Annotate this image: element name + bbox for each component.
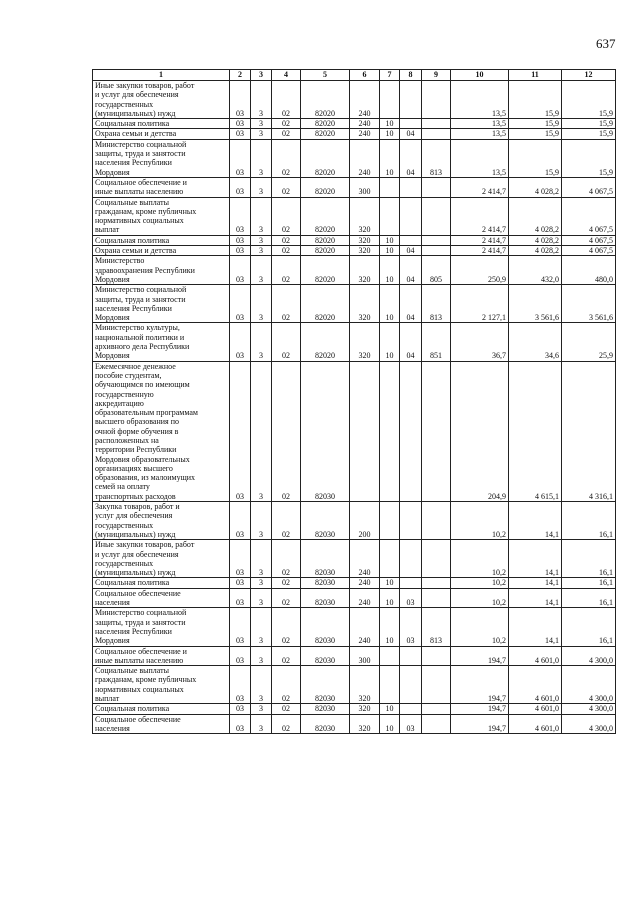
amount-cell: 15,9 xyxy=(509,139,562,177)
row-name-cell: Социальное обеспечение и иные выплаты населению xyxy=(93,646,230,666)
amount-cell: 204,9 xyxy=(451,361,509,501)
code-cell xyxy=(422,540,451,578)
amount-cell: 2 414,7 xyxy=(451,177,509,197)
code-cell: 240 xyxy=(350,588,380,608)
code-cell: 82020 xyxy=(301,139,350,177)
amount-cell: 15,9 xyxy=(562,119,616,129)
column-header: 8 xyxy=(400,70,422,81)
table-row xyxy=(93,323,616,361)
code-cell: 82030 xyxy=(301,361,350,501)
code-cell: 82020 xyxy=(301,177,350,197)
row-name-cell: Социальное обеспечение населения xyxy=(93,588,230,608)
code-cell: 03 xyxy=(230,540,251,578)
column-header: 5 xyxy=(301,70,350,81)
code-cell: 82020 xyxy=(301,119,350,129)
amount-cell: 2 414,7 xyxy=(451,197,509,235)
code-cell: 03 xyxy=(230,246,251,256)
code-cell: 02 xyxy=(272,588,301,608)
amount-cell: 4 300,0 xyxy=(562,646,616,666)
code-cell: 3 xyxy=(251,588,272,608)
code-cell: 82030 xyxy=(301,588,350,608)
code-cell: 03 xyxy=(230,666,251,704)
code-cell xyxy=(400,235,422,245)
table-row xyxy=(93,714,616,734)
page-number: 637 xyxy=(596,36,616,51)
code-cell: 320 xyxy=(350,256,380,285)
code-cell: 02 xyxy=(272,502,301,540)
amount-cell: 3 561,6 xyxy=(509,285,562,323)
table-row xyxy=(93,285,616,323)
code-cell: 03 xyxy=(230,588,251,608)
column-header: 12 xyxy=(562,70,616,81)
amount-cell: 13,5 xyxy=(451,129,509,139)
code-cell: 82020 xyxy=(301,256,350,285)
amount-cell: 10,2 xyxy=(451,502,509,540)
code-cell xyxy=(380,540,400,578)
row-name-cell: Иные закупки товаров, работ и услуг для обеспечения государственных (муниципальных) нужд xyxy=(93,540,230,578)
table-row xyxy=(93,81,616,119)
amount-cell: 25,9 xyxy=(562,323,616,361)
amount-cell: 4 316,1 xyxy=(562,361,616,501)
row-name-cell: Социальная политика xyxy=(93,235,230,245)
code-cell: 3 xyxy=(251,177,272,197)
code-cell: 320 xyxy=(350,714,380,734)
row-name-cell: Социальная политика xyxy=(93,704,230,714)
table-body xyxy=(93,81,616,734)
code-cell: 02 xyxy=(272,540,301,578)
code-cell: 82020 xyxy=(301,285,350,323)
code-cell xyxy=(422,666,451,704)
code-cell xyxy=(400,119,422,129)
code-cell: 320 xyxy=(350,323,380,361)
amount-cell: 14,1 xyxy=(509,578,562,588)
amount-cell: 432,0 xyxy=(509,256,562,285)
code-cell: 02 xyxy=(272,666,301,704)
code-cell: 03 xyxy=(230,704,251,714)
code-cell xyxy=(422,646,451,666)
code-cell xyxy=(422,119,451,129)
code-cell: 10 xyxy=(380,714,400,734)
code-cell: 10 xyxy=(380,285,400,323)
code-cell: 03 xyxy=(230,578,251,588)
amount-cell: 4 028,2 xyxy=(509,177,562,197)
code-cell: 03 xyxy=(230,177,251,197)
code-cell: 300 xyxy=(350,177,380,197)
column-header: 9 xyxy=(422,70,451,81)
code-cell: 03 xyxy=(230,608,251,646)
code-cell: 02 xyxy=(272,177,301,197)
code-cell: 03 xyxy=(230,197,251,235)
code-cell xyxy=(400,578,422,588)
code-cell: 03 xyxy=(230,502,251,540)
code-cell: 10 xyxy=(380,323,400,361)
code-cell: 82020 xyxy=(301,323,350,361)
code-cell xyxy=(422,81,451,119)
amount-cell: 194,7 xyxy=(451,646,509,666)
code-cell: 300 xyxy=(350,646,380,666)
code-cell: 10 xyxy=(380,578,400,588)
column-header: 7 xyxy=(380,70,400,81)
amount-cell: 4 028,2 xyxy=(509,246,562,256)
code-cell: 3 xyxy=(251,119,272,129)
row-name-cell: Социальные выплаты гражданам, кроме публичных нормативных социальных выплат xyxy=(93,197,230,235)
code-cell xyxy=(380,666,400,704)
column-header: 10 xyxy=(451,70,509,81)
code-cell xyxy=(400,666,422,704)
code-cell xyxy=(422,177,451,197)
code-cell: 3 xyxy=(251,323,272,361)
table-row xyxy=(93,502,616,540)
code-cell: 82020 xyxy=(301,197,350,235)
code-cell: 03 xyxy=(230,646,251,666)
amount-cell: 4 067,5 xyxy=(562,177,616,197)
amount-cell: 13,5 xyxy=(451,139,509,177)
code-cell: 3 xyxy=(251,197,272,235)
amount-cell: 194,7 xyxy=(451,714,509,734)
code-cell: 82020 xyxy=(301,246,350,256)
amount-cell: 15,9 xyxy=(509,129,562,139)
table-row xyxy=(93,361,616,501)
code-cell: 240 xyxy=(350,129,380,139)
amount-cell: 3 561,6 xyxy=(562,285,616,323)
code-cell: 03 xyxy=(230,285,251,323)
code-cell: 02 xyxy=(272,646,301,666)
amount-cell: 4 300,0 xyxy=(562,666,616,704)
amount-cell: 4 601,0 xyxy=(509,714,562,734)
code-cell: 3 xyxy=(251,666,272,704)
amount-cell: 16,1 xyxy=(562,502,616,540)
code-cell: 03 xyxy=(230,361,251,501)
code-cell: 3 xyxy=(251,139,272,177)
code-cell xyxy=(422,246,451,256)
code-cell: 3 xyxy=(251,81,272,119)
amount-cell: 10,2 xyxy=(451,540,509,578)
column-header: 1 xyxy=(93,70,230,81)
table-row xyxy=(93,129,616,139)
code-cell: 03 xyxy=(230,119,251,129)
code-cell: 10 xyxy=(380,246,400,256)
code-cell: 03 xyxy=(230,139,251,177)
code-cell: 10 xyxy=(380,139,400,177)
code-cell: 3 xyxy=(251,646,272,666)
code-cell: 805 xyxy=(422,256,451,285)
code-cell xyxy=(400,646,422,666)
amount-cell: 480,0 xyxy=(562,256,616,285)
amount-cell: 4 067,5 xyxy=(562,235,616,245)
code-cell: 02 xyxy=(272,235,301,245)
row-name-cell: Министерство культуры, национальной политики и архивного дела Республики Мордовия xyxy=(93,323,230,361)
code-cell: 82030 xyxy=(301,704,350,714)
code-cell: 10 xyxy=(380,235,400,245)
code-cell: 10 xyxy=(380,119,400,129)
code-cell: 03 xyxy=(230,714,251,734)
amount-cell: 2 127,1 xyxy=(451,285,509,323)
code-cell: 03 xyxy=(230,323,251,361)
amount-cell: 15,9 xyxy=(509,81,562,119)
amount-cell: 10,2 xyxy=(451,588,509,608)
amount-cell: 16,1 xyxy=(562,608,616,646)
code-cell: 82030 xyxy=(301,578,350,588)
code-cell: 02 xyxy=(272,81,301,119)
code-cell: 813 xyxy=(422,285,451,323)
row-name-cell: Иные закупки товаров, работ и услуг для обеспечения государственных (муниципальных) нужд xyxy=(93,81,230,119)
row-name-cell: Министерство здравоохранения Республики Мордовия xyxy=(93,256,230,285)
code-cell: 240 xyxy=(350,578,380,588)
code-cell: 82030 xyxy=(301,646,350,666)
code-cell: 02 xyxy=(272,246,301,256)
code-cell: 3 xyxy=(251,246,272,256)
amount-cell: 15,9 xyxy=(509,119,562,129)
amount-cell: 15,9 xyxy=(562,129,616,139)
code-cell xyxy=(380,81,400,119)
column-header: 3 xyxy=(251,70,272,81)
code-cell: 3 xyxy=(251,704,272,714)
table-row xyxy=(93,139,616,177)
amount-cell: 14,1 xyxy=(509,540,562,578)
code-cell: 02 xyxy=(272,608,301,646)
code-cell: 04 xyxy=(400,323,422,361)
code-cell: 02 xyxy=(272,285,301,323)
row-name-cell: Министерство социальной защиты, труда и занятости населения Республики Мордовия xyxy=(93,285,230,323)
code-cell: 240 xyxy=(350,119,380,129)
amount-cell: 14,1 xyxy=(509,588,562,608)
code-cell: 10 xyxy=(380,588,400,608)
row-name-cell: Министерство социальной защиты, труда и занятости населения Республики Мордовия xyxy=(93,139,230,177)
code-cell: 04 xyxy=(400,285,422,323)
code-cell: 10 xyxy=(380,704,400,714)
amount-cell: 10,2 xyxy=(451,578,509,588)
amount-cell: 36,7 xyxy=(451,323,509,361)
code-cell: 02 xyxy=(272,119,301,129)
column-header: 4 xyxy=(272,70,301,81)
code-cell: 3 xyxy=(251,285,272,323)
code-cell: 3 xyxy=(251,608,272,646)
code-cell: 320 xyxy=(350,197,380,235)
row-name-cell: Охрана семьи и детства xyxy=(93,129,230,139)
table-row xyxy=(93,256,616,285)
code-cell: 813 xyxy=(422,608,451,646)
code-cell: 82030 xyxy=(301,502,350,540)
code-cell: 200 xyxy=(350,502,380,540)
code-cell: 240 xyxy=(350,608,380,646)
code-cell xyxy=(422,578,451,588)
amount-cell: 4 067,5 xyxy=(562,246,616,256)
amount-cell: 13,5 xyxy=(451,119,509,129)
code-cell: 82020 xyxy=(301,81,350,119)
code-cell xyxy=(400,540,422,578)
amount-cell: 14,1 xyxy=(509,608,562,646)
code-cell xyxy=(422,129,451,139)
code-cell: 02 xyxy=(272,197,301,235)
code-cell: 82030 xyxy=(301,714,350,734)
code-cell: 02 xyxy=(272,361,301,501)
code-cell xyxy=(400,177,422,197)
code-cell: 02 xyxy=(272,714,301,734)
amount-cell: 4 601,0 xyxy=(509,646,562,666)
code-cell: 03 xyxy=(400,608,422,646)
code-cell: 3 xyxy=(251,502,272,540)
code-cell: 82030 xyxy=(301,540,350,578)
code-cell: 240 xyxy=(350,81,380,119)
amount-cell: 15,9 xyxy=(562,139,616,177)
amount-cell: 2 414,7 xyxy=(451,246,509,256)
amount-cell: 16,1 xyxy=(562,578,616,588)
amount-cell: 250,9 xyxy=(451,256,509,285)
table-row xyxy=(93,666,616,704)
header-row xyxy=(93,70,616,81)
code-cell: 04 xyxy=(400,246,422,256)
code-cell xyxy=(400,197,422,235)
amount-cell: 10,2 xyxy=(451,608,509,646)
amount-cell: 4 028,2 xyxy=(509,197,562,235)
code-cell xyxy=(422,197,451,235)
table-row xyxy=(93,578,616,588)
budget-table xyxy=(92,69,616,734)
row-name-cell: Социальное обеспечение и иные выплаты населению xyxy=(93,177,230,197)
code-cell: 10 xyxy=(380,608,400,646)
row-name-cell: Охрана семьи и детства xyxy=(93,246,230,256)
code-cell: 3 xyxy=(251,714,272,734)
row-name-cell: Социальная политика xyxy=(93,119,230,129)
amount-cell: 194,7 xyxy=(451,704,509,714)
code-cell: 3 xyxy=(251,235,272,245)
code-cell: 320 xyxy=(350,704,380,714)
code-cell xyxy=(350,361,380,501)
code-cell: 03 xyxy=(230,256,251,285)
code-cell: 3 xyxy=(251,578,272,588)
code-cell: 240 xyxy=(350,540,380,578)
amount-cell: 4 615,1 xyxy=(509,361,562,501)
column-header: 2 xyxy=(230,70,251,81)
code-cell: 03 xyxy=(230,81,251,119)
amount-cell: 34,6 xyxy=(509,323,562,361)
row-name-cell: Социальная политика xyxy=(93,578,230,588)
code-cell xyxy=(400,361,422,501)
row-name-cell: Ежемесячное денежное пособие студентам, обучающимся по имеющим государственную аккредитацию образовательным программам высшего образования по очной форме обучения в расположенных на территории Республики Мордовия образовательных организациях высшего образования, из малоимущих семей на оплату транспортных расходов xyxy=(93,361,230,501)
code-cell xyxy=(400,704,422,714)
code-cell: 03 xyxy=(230,235,251,245)
code-cell: 02 xyxy=(272,256,301,285)
code-cell: 10 xyxy=(380,129,400,139)
code-cell: 04 xyxy=(400,139,422,177)
code-cell xyxy=(380,197,400,235)
code-cell: 82030 xyxy=(301,608,350,646)
code-cell: 3 xyxy=(251,540,272,578)
code-cell: 02 xyxy=(272,129,301,139)
code-cell: 82020 xyxy=(301,129,350,139)
code-cell: 813 xyxy=(422,139,451,177)
amount-cell: 16,1 xyxy=(562,588,616,608)
amount-cell: 4 300,0 xyxy=(562,714,616,734)
table-row xyxy=(93,588,616,608)
amount-cell: 14,1 xyxy=(509,502,562,540)
amount-cell: 194,7 xyxy=(451,666,509,704)
code-cell: 02 xyxy=(272,139,301,177)
table-row xyxy=(93,704,616,714)
code-cell xyxy=(400,502,422,540)
row-name-cell: Социальные выплаты гражданам, кроме публичных нормативных социальных выплат xyxy=(93,666,230,704)
amount-cell: 4 067,5 xyxy=(562,197,616,235)
code-cell xyxy=(380,361,400,501)
code-cell xyxy=(422,361,451,501)
code-cell xyxy=(422,502,451,540)
code-cell: 03 xyxy=(400,714,422,734)
table-row xyxy=(93,540,616,578)
column-header: 11 xyxy=(509,70,562,81)
code-cell: 04 xyxy=(400,256,422,285)
amount-cell: 16,1 xyxy=(562,540,616,578)
code-cell: 3 xyxy=(251,129,272,139)
code-cell: 320 xyxy=(350,285,380,323)
code-cell: 02 xyxy=(272,323,301,361)
code-cell: 240 xyxy=(350,139,380,177)
amount-cell: 4 028,2 xyxy=(509,235,562,245)
code-cell: 04 xyxy=(400,129,422,139)
code-cell: 851 xyxy=(422,323,451,361)
amount-cell: 4 601,0 xyxy=(509,704,562,714)
table-row xyxy=(93,177,616,197)
row-name-cell: Министерство социальной защиты, труда и занятости населения Республики Мордовия xyxy=(93,608,230,646)
code-cell: 10 xyxy=(380,256,400,285)
code-cell: 320 xyxy=(350,666,380,704)
code-cell xyxy=(380,177,400,197)
code-cell: 320 xyxy=(350,246,380,256)
row-name-cell: Социальное обеспечение населения xyxy=(93,714,230,734)
code-cell: 02 xyxy=(272,704,301,714)
column-header: 6 xyxy=(350,70,380,81)
table-row xyxy=(93,197,616,235)
code-cell xyxy=(380,502,400,540)
table-row xyxy=(93,119,616,129)
code-cell: 3 xyxy=(251,361,272,501)
code-cell xyxy=(422,704,451,714)
code-cell: 02 xyxy=(272,578,301,588)
code-cell: 3 xyxy=(251,256,272,285)
table-row xyxy=(93,235,616,245)
amount-cell: 2 414,7 xyxy=(451,235,509,245)
code-cell xyxy=(422,235,451,245)
code-cell: 03 xyxy=(230,129,251,139)
amount-cell: 4 601,0 xyxy=(509,666,562,704)
amount-cell: 15,9 xyxy=(562,81,616,119)
table-row xyxy=(93,646,616,666)
code-cell: 320 xyxy=(350,235,380,245)
amount-cell: 13,5 xyxy=(451,81,509,119)
code-cell: 82030 xyxy=(301,666,350,704)
row-name-cell: Закупка товаров, работ и услуг для обеспечения государственных (муниципальных) нужд xyxy=(93,502,230,540)
code-cell: 03 xyxy=(400,588,422,608)
table-row xyxy=(93,246,616,256)
code-cell xyxy=(422,714,451,734)
code-cell xyxy=(380,646,400,666)
amount-cell: 4 300,0 xyxy=(562,704,616,714)
table-row xyxy=(93,608,616,646)
code-cell: 82020 xyxy=(301,235,350,245)
code-cell xyxy=(422,588,451,608)
code-cell xyxy=(400,81,422,119)
